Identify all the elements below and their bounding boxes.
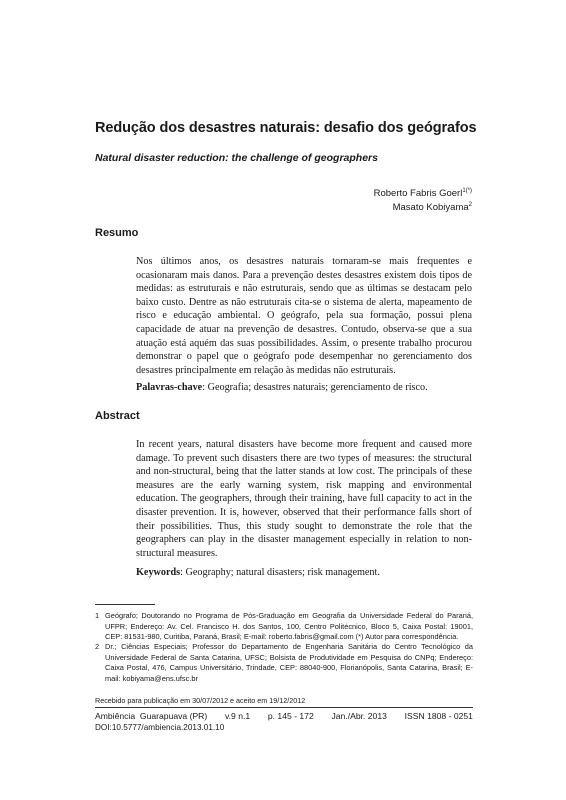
- journal-citation: [95, 711, 473, 721]
- resumo-keywords: [136, 381, 472, 395]
- footnote-2-text: Dr.; Ciências Especiais; Professor do Departamento de Engenharia Sanitária do Centro Tecnológico da Universidade Federal de Santa Catarina, UFSC; Bolsista de Produtividade em Pesquisa do CNPq; Endereço: Caixa Postal, 476, Campus Universitário, Trindade, CEP: 88040-900, Florianópolis, Santa Catarina, Brasil; E-mail: kobiyama@ens.ufsc.br: [105, 642, 473, 683]
- footnote-1: [95, 611, 473, 643]
- resumo-keywords-label: Palavras-chave: [136, 382, 203, 393]
- abstract-keywords: [136, 566, 472, 580]
- journal-pages: p. 145 - 172: [267, 711, 314, 721]
- abstract-keywords-label: Keywords: [136, 567, 181, 578]
- author-1: [374, 188, 472, 199]
- abstract-heading: Abstract: [95, 410, 140, 422]
- footnote-1-number: 1: [95, 611, 100, 620]
- journal-volume: v.9 n.1: [224, 711, 251, 721]
- footer-divider: [95, 707, 473, 708]
- footnote-2: [95, 642, 473, 684]
- author-2: [393, 202, 472, 213]
- journal-name: Ambiência: [95, 711, 136, 721]
- resumo-keywords-list: : Geografia; desastres naturais; gerenciamento de risco.: [202, 382, 428, 393]
- author-1-mark: 1(*): [462, 188, 472, 194]
- footnote-1-text: Geógrafo; Doutorando no Programa de Pós-Graduação em Geografia da Universidade Federal do Paraná, UFPR; Endereço: Av. Cel. Francisco H. dos Santos, 100, Centro Politécnico, Bloco 5, Caixa Postal: 19001, CEP: 81531-980, Curitiba, Paraná, Brasil; E-mail: roberto.fabris@gmail.com (*) Autor para correspondência.: [105, 611, 473, 642]
- journal-date: Jan./Abr. 2013: [331, 711, 387, 721]
- author-2-mark: 2: [468, 202, 472, 208]
- article-subtitle: Natural disaster reduction: the challenge of geographers: [95, 152, 378, 164]
- abstract-text: In recent years, natural disasters have become more frequent and caused more damage. To prevent such disasters there are two types of measures: the structural and non-structural, being that the latter stands at low cost. The principals of these measures are the early warning system, risk mapping and environmental education. The geographers, through their training, have full capacity to act in the disaster prevention. It is, however, observed that their performance falls short of their possibilities. Thus, this study sought to demonstrate the role that the geographers can play in the disaster management especially in relation to non-structural measures.: [136, 439, 472, 559]
- article-title: Redução dos desastres naturais: desafio dos geógrafos: [95, 120, 477, 136]
- author-1-name: Roberto Fabris Goerl: [373, 188, 463, 199]
- resumo-heading: Resumo: [95, 227, 139, 239]
- footnote-divider: [95, 604, 155, 605]
- received-date: Recebido para publicação em 30/07/2012 e aceito em 19/12/2012: [95, 696, 306, 705]
- footnote-2-number: 2: [95, 642, 100, 651]
- journal-place: Guarapuava (PR): [139, 711, 208, 721]
- doi: DOI:10.5777/ambiencia.2013.01.10: [95, 723, 225, 732]
- journal-issn: ISSN 1808 - 0251: [404, 711, 473, 721]
- abstract-keywords-list: : Geography; natural disasters; risk management.: [180, 567, 380, 578]
- author-2-name: Masato Kobiyama: [392, 202, 469, 213]
- resumo-text: Nos últimos anos, os desastres naturais tornaram-se mais frequentes e ocasionaram mais danos. Para a prevenção destes desastres existem dois tipos de medidas: as estruturais e não estruturais, sendo que as últimas se destacam pelo baixo custo. Dentre as não estruturais cita-se o sistema de alerta, mapeamento de risco e educação ambiental. O geógrafo, pela sua formação, possui plena capacidade de atuar na prevenção de desastres. Contudo, observa-se que a sua atuação está aquém das suas possibilidades. Assim, o presente trabalho procurou demonstrar o papel que o geógrafo pode desempenhar no gerenciamento dos desastres principalmente em relação às medidas não estruturais.: [136, 256, 472, 376]
- journal-name-place: [95, 711, 207, 721]
